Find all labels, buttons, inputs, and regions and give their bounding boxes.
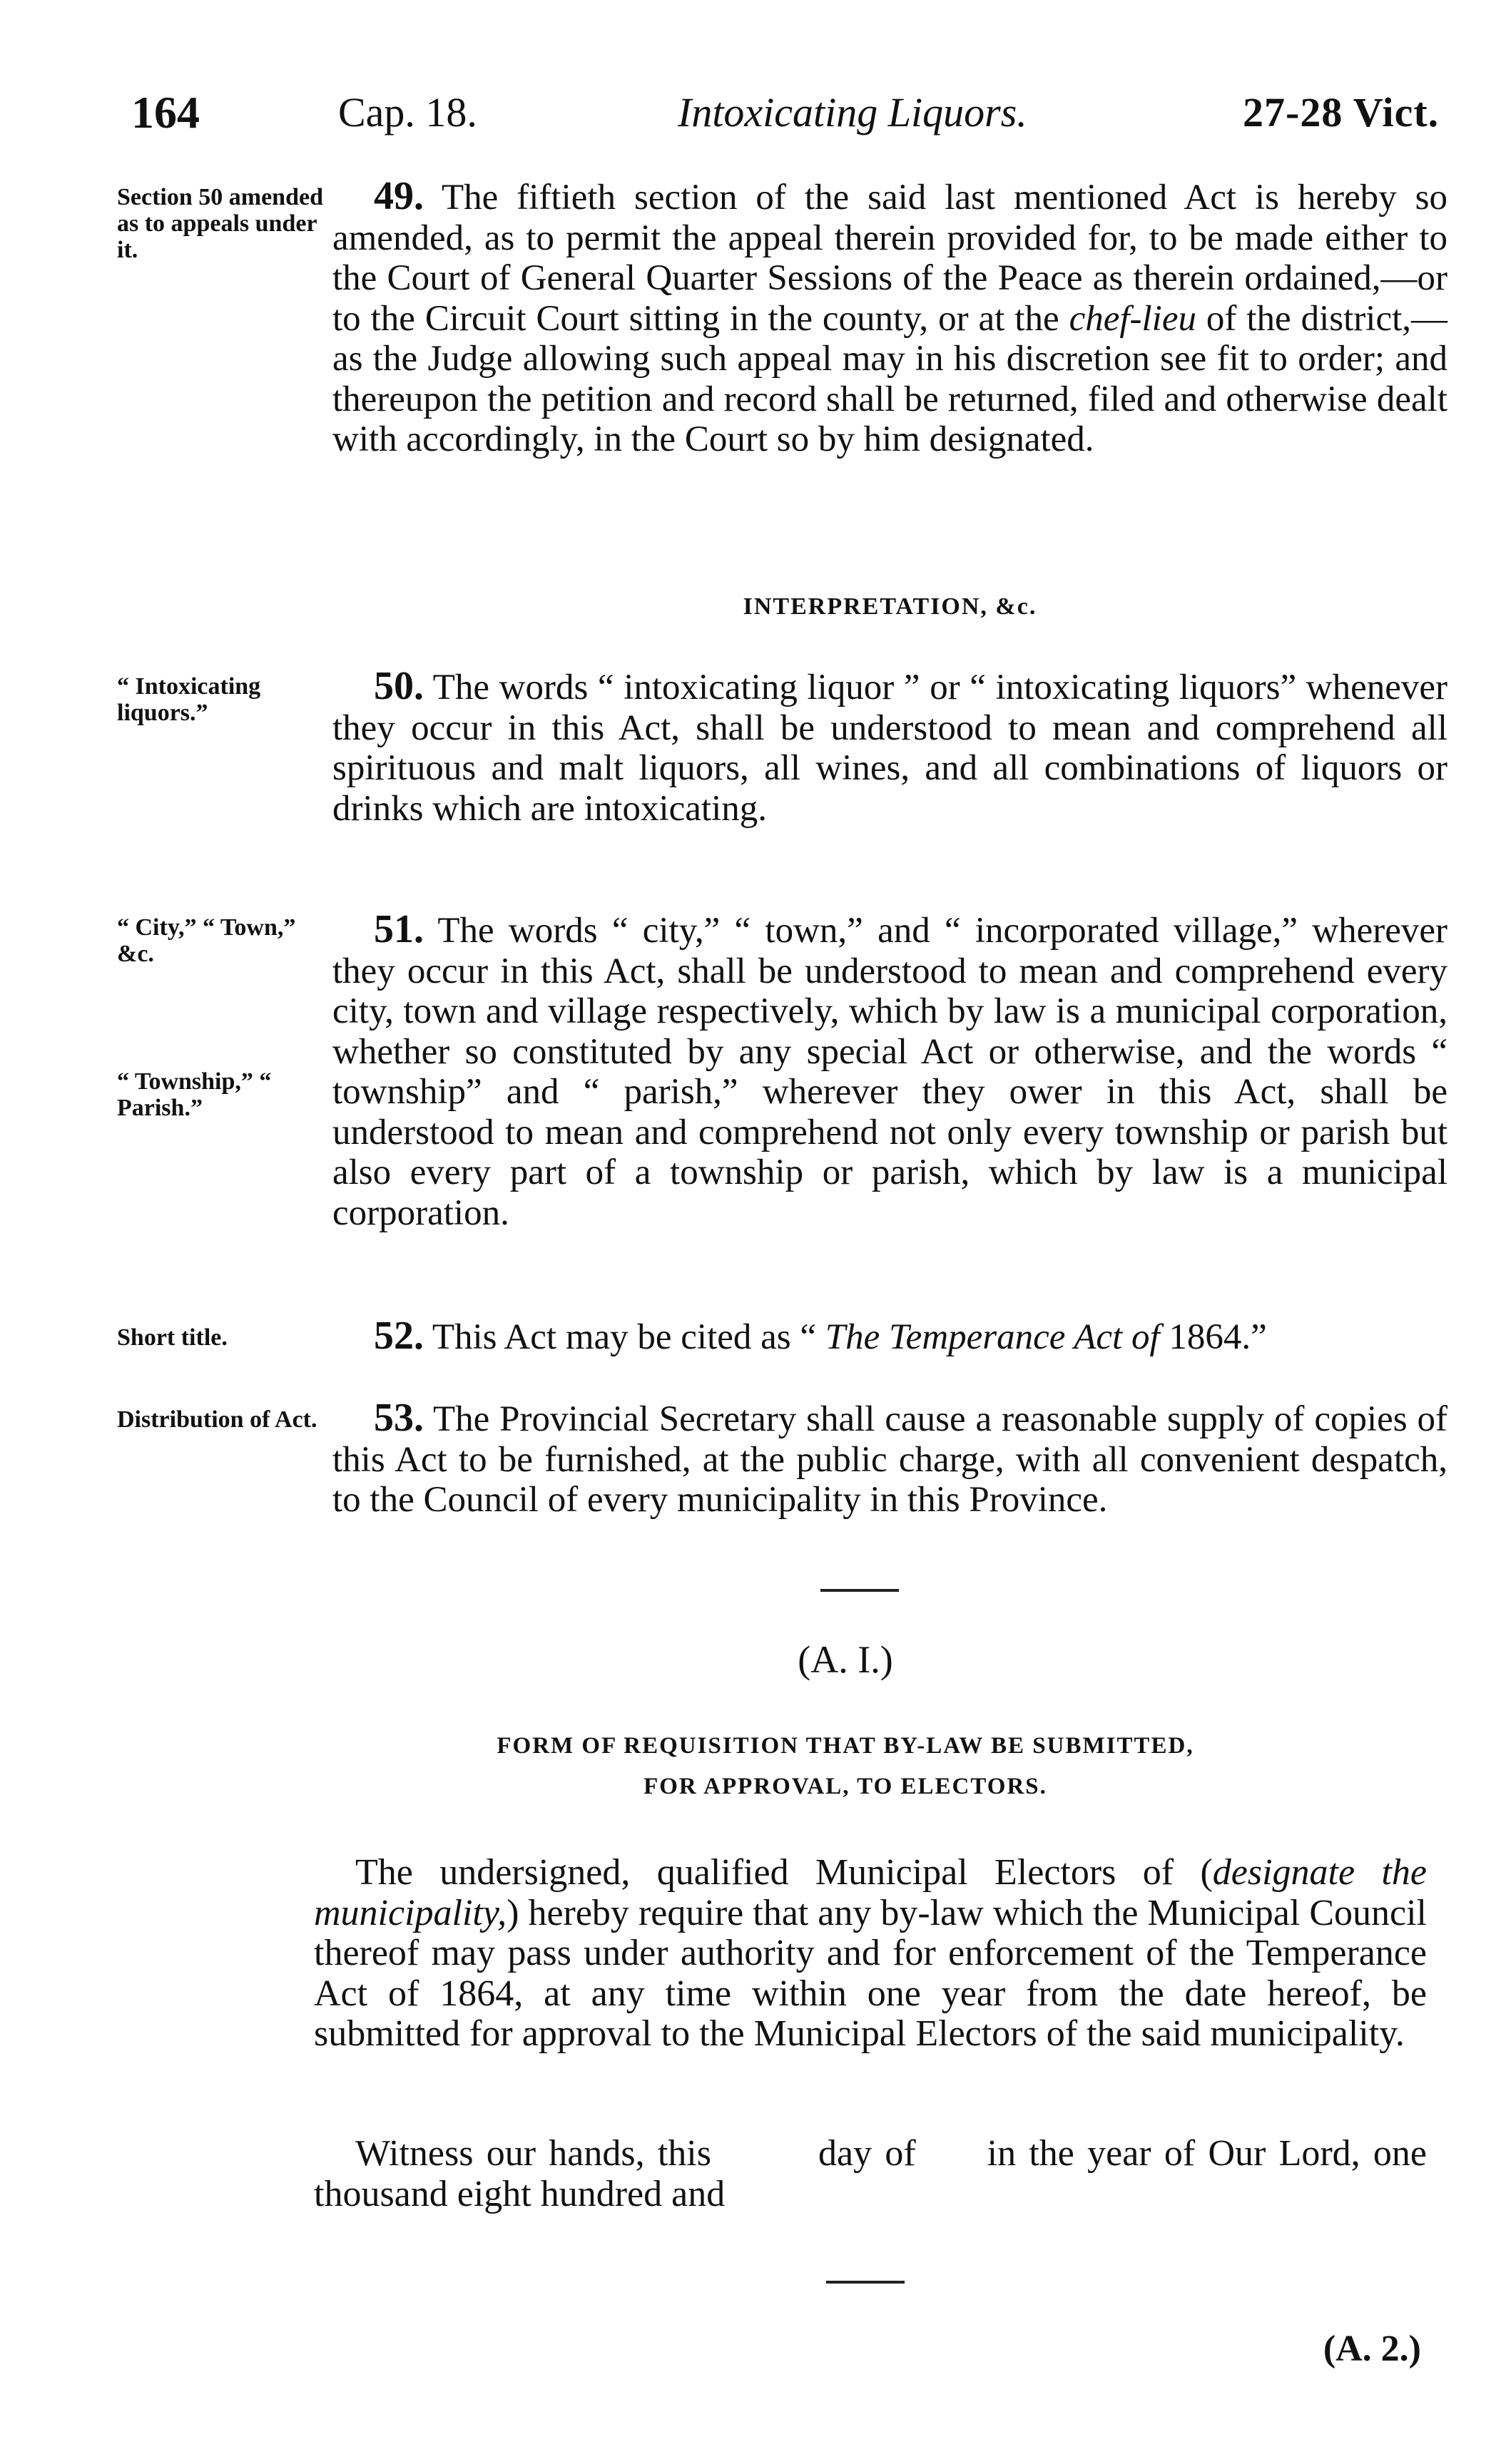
form-title-line2: FOR APPROVAL, TO ELECTORS.: [643, 1774, 1047, 1799]
witness-text: in the year of Our Lord, one thousand eight hundred and: [314, 2133, 1427, 2214]
section-text: 1864.”: [1159, 1317, 1267, 1357]
margin-note-51: “ City,” “ Town,” &c.: [117, 914, 296, 967]
witness-text: Witness our hands, this: [355, 2133, 711, 2174]
section-text: The words “ intoxicating liquor ” or “ intoxicating liquors” whenever they occur in this Act, shall be understood to mean and comprehend all spirituous and malt liquors, all wines, and all combinations of liquors or drinks which are intoxicating.: [332, 668, 1447, 829]
section-text: The words “ city,” “ town,” and “ incorporated village,” wherever they occur in this Act, shall be understood to mean and comprehend every city, town and village respectively, which by law is a municipal corporation, whether so constituted by any special Act or otherwise, and the words “ township” and “ parish,” wherever they ower in this Act, shall be understood to mean and comprehend not only every township or parish but also every part of a township or parish, which by law is a municipal corporation.: [332, 911, 1447, 1233]
form-paragraph: [314, 1853, 1427, 2055]
witness-paragraph: [314, 2134, 1427, 2214]
section-number: 51.: [374, 907, 424, 951]
margin-note-51b: “ Township,” “ Parish.”: [117, 1068, 272, 1121]
italic-term: chef-lieu: [1069, 298, 1196, 339]
section-52: [332, 1316, 1447, 1358]
form-text: The undersigned, qualified Municipal Electors of (: [355, 1852, 1213, 1893]
witness-text: day of: [818, 2133, 916, 2174]
schedule-label: (A. I.): [798, 1638, 893, 1681]
section-49: [332, 176, 1447, 460]
divider-rule: [820, 1589, 899, 1592]
section-number: 53.: [374, 1396, 424, 1440]
section-51: [332, 909, 1447, 1233]
section-53: [332, 1398, 1447, 1520]
section-50: [332, 666, 1447, 829]
section-text: This Act may be cited as “: [424, 1317, 825, 1357]
divider-rule: [826, 2281, 905, 2284]
italic-term: The Temperance Act of: [825, 1317, 1160, 1357]
margin-note-52: Short title.: [117, 1324, 228, 1351]
section-text: The fiftieth section of the said last mentioned Act is hereby so amended, as to permit the appeal therein provided for, to be made either to the Court of General Quarter Sessions of the Peace as therein ordained,—or to the Circuit Court sitting in the county, or at the: [332, 178, 1447, 339]
form-text: ) hereby require that any by-law which the Municipal Council thereof may pass under authority and for enforcement of the Temperance Act of 1864, at any time within one year from the date hereof, be submitted for approval to the Municipal Electors of the said municipality.: [314, 1892, 1427, 2054]
section-number: 49.: [374, 174, 424, 218]
page-number: 164: [131, 87, 200, 138]
margin-note-53: Distribution of Act.: [117, 1406, 317, 1433]
running-title: Intoxicating Liquors.: [678, 89, 1027, 136]
italic-term: designate the municipality,: [314, 1852, 1427, 1933]
margin-note-50: “ Intoxicating liquors.”: [117, 673, 261, 726]
margin-note-49: Section 50 amended as to appeals under it.: [117, 184, 323, 263]
chapter-label: Cap. 18.: [338, 89, 477, 136]
section-number: 50.: [374, 664, 424, 708]
section-number: 52.: [374, 1314, 424, 1358]
section-text: The Provincial Secretary shall cause a reasonable supply of copies of this Act to be furnished, at the public charge, with all convenient despatch, to the Council of every municipality in this Province.: [332, 1399, 1447, 1520]
next-schedule-label: (A. 2.): [1323, 2328, 1421, 2369]
regnal-year: 27-28 Vict.: [1243, 89, 1440, 136]
form-title-line1: FORM OF REQUISITION THAT BY-LAW BE SUBMITTED,: [497, 1733, 1194, 1759]
interpretation-heading: INTERPRETATION, &c.: [743, 593, 1037, 620]
section-text: of the district,—as the Judge allowing such appeal may in his discretion see fit to order; and thereupon the petition and record shall be returned, filed and otherwise dealt with accordingly, in the Court so by him designated.: [332, 298, 1447, 459]
